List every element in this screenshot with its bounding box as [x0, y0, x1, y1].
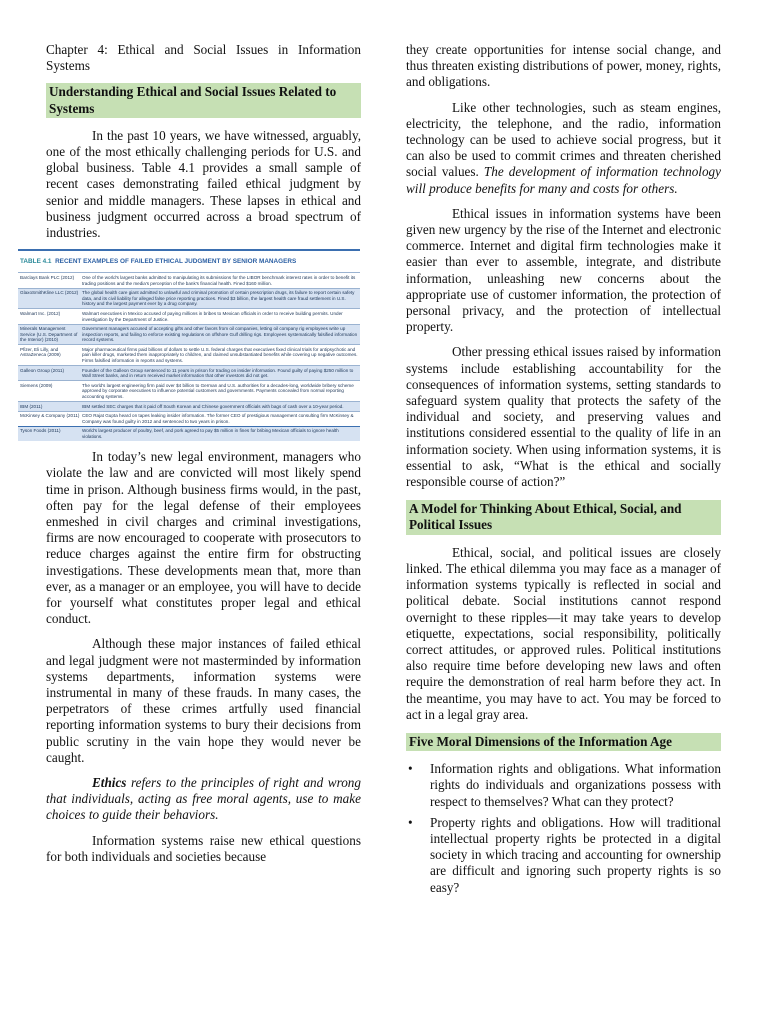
table-cell-company: IBM (2011): [20, 403, 43, 409]
chapter-title: Chapter 4: Ethical and Social Issues in Information Systems: [46, 42, 361, 74]
table-cell-company: McKinsey & Company (2011): [20, 413, 80, 419]
table-row: [18, 324, 360, 345]
table-cell-description: CEO Rajat Gupta heard on tapes leaking insider information. The former CEO of prestigious management consulting firm McKinsey & Company was found guilty in 2012 and sentenced to two years in prison.: [82, 413, 354, 424]
table-cell-company: Galleon Group (2011): [20, 367, 65, 373]
table-cell-company: GlaxoSmithKline LLC (2012): [20, 290, 79, 296]
table-cell-description: Major pharmaceutical firms paid billions of dollars to settle U.S. federal charges that executives fixed clinical trials for antipsychotic and pain killer drugs, marketed them inappropriately to children, and claimed unsubstantiated benefits while covering up negative outcomes. Firms falsified information in reports and systems.: [82, 346, 358, 364]
table-cell-description: Founder of the Galleon Group sentenced to 11 years in prison for trading on insider information. Found guilty of paying $250 million to Wall Street banks, and in return received market information that other investors did not get.: [82, 367, 354, 379]
paragraph-frauds: Although these major instances of failed ethical and legal judgment were not masterminded by information systems departments, information systems were instrumental in many of these frauds. In many cases, the perpetrators of these crimes artfully used financial reporting information systems to bury their decisions from public scrutiny in the vain hope they would never be caught.: [46, 636, 361, 765]
table-cell-description: IBM settled SEC charges that it paid off South Korean and Chinese government officials with bags of cash over a 10-year period.: [82, 403, 344, 409]
paragraph-technologies: [406, 100, 721, 197]
list-item-text: Property rights and obligations. How will traditional intellectual property rights be protected in a digital society in which tracing and accounting for ownership are difficult and ignoring such property rights is so easy?: [430, 814, 721, 895]
table-cell-company: Siemens (2009): [20, 382, 53, 388]
section-heading-five-dimensions: Five Moral Dimensions of the Information Age: [406, 733, 721, 751]
table-label: TABLE 4.1: [20, 258, 52, 266]
table-row: [18, 411, 360, 426]
table-cell-company: Barclays Bank PLC (2012): [20, 274, 75, 280]
table-caption: RECENT EXAMPLES OF FAILED ETHICAL JUDGMENT BY SENIOR MANAGERS: [55, 258, 297, 266]
paragraph-linked-issues: Ethical, social, and political issues are closely linked. The ethical dilemma you may face as a manager of information systems typically is reflected in social and political debate. Social institutions cannot respond overnight to these ripples—it may take years to develop etiquette, expectations, social responsibility, politically correct attitudes, or approved rules. Political institutions also require time before developing new laws and often require the demonstration of real harm before they act. In the meantime, you may have to act. You may be forced to act in a legal gray area.: [406, 544, 721, 722]
ethics-term: Ethics: [92, 774, 127, 790]
paragraph-legal-environment: In today’s new legal environment, managers who violate the law and are convicted will most likely spend time in prison. Although business firms would, in the past, often pay for the legal defense of their employees enmeshed in civil charges and criminal investigations, firms are now encouraged to cooperate with prosecutors to reduce charges against the entire firm for obstructing investigations. These developments mean that, more than ever, as a manager or an employee, you will have to decide for yourself what constitutes proper legal and ethical conduct.: [46, 449, 361, 627]
table-cell-description: World's largest producer of poultry, beef, and pork agreed to pay $5 million in fines for bribing Mexican officials to ignore health violations.: [82, 428, 339, 439]
table-cell-company: Minerals Management Service (U.S. Department of the Interior) (2010): [20, 326, 78, 343]
paragraph-ethics-definition: [46, 775, 361, 824]
table-row: [18, 288, 360, 309]
paragraph-accountability: Other pressing ethical issues raised by information systems include establishing accountability for the consequences of information systems, setting standards to safeguard system quality that protects the safety of the individual and society, and preserving values and institutions considered essential to the quality of life in an information society. When using information systems, it is essential to ask, “What is the ethical and socially responsible course of action?”: [406, 344, 721, 490]
paragraph-intro: In the past 10 years, we have witnessed, arguably, one of the most ethically challenging periods for U.S. and global business. Table 4.1 provides a small sample of recent cases demonstrating failed ethical judgment by senior and middle managers. These lapses in ethical and business judgment occurred across a broad spectrum of industries.: [46, 127, 361, 241]
table-cell-company: Pfizer, Eli Lilly, and AstraZeneca (2009): [20, 346, 61, 358]
section-heading-model: A Model for Thinking About Ethical, Social, and Political Issues: [406, 500, 721, 534]
table-title: [18, 251, 360, 272]
technologies-italic: The development of information technology will produce benefits for many and costs for others.: [406, 164, 721, 196]
table-row: [18, 401, 360, 411]
bullet-icon: •: [408, 814, 413, 830]
table-cell-company: Tyson Foods (2011): [20, 428, 61, 434]
table-cell-company: Walmart Inc. (2012): [20, 310, 61, 316]
table-row: [18, 380, 360, 401]
table-row: [18, 308, 360, 323]
table-row: [18, 272, 360, 287]
table-cell-description: The world's largest engineering firm paid over $4 billion to German and U.S. authorities for a decades-long, worldwide bribery scheme approved by corporate executives to influence potential customers and governments. Payments concealed from normal reporting accounting systems.: [82, 382, 354, 400]
paragraph-new-questions: Information systems raise new ethical questions for both individuals and societies because: [46, 832, 361, 864]
table-4-1-image: [18, 249, 360, 441]
technologies-text: Like other technologies, such as steam engines, electricity, the telephone, and the radio, information technology can be used to achieve social progress, but it can also be used to commit crimes and threaten cherished social values.: [406, 99, 721, 180]
list-item: [406, 761, 721, 810]
left-column: [20, 42, 361, 865]
moral-dimensions-list: [406, 761, 721, 896]
table-cell-description: Government managers accused of accepting gifts and other favors from oil companies, letting oil company rig employees write up inspection reports, and failing to enforce existing regulations on offshore Gulf drilling rigs. Employees systematically falsified information record systems.: [82, 326, 358, 343]
table-row: [18, 426, 360, 441]
bullet-icon: •: [408, 761, 413, 777]
table-cell-description: The global health care giant admitted to unlawful and criminal promotion of certain prescription drugs, its failure to report certain safety data, and its civil liability for alleged false price reporting practices. Fined $3 billion, the largest health care fraud settlement in U.S. history and the largest payment ever by a drug company.: [82, 290, 355, 307]
table-row: [18, 344, 360, 365]
right-column: [406, 42, 721, 901]
table-cell-description: One of the world's largest banks admitted to manipulating its submissions for the LIBOR benchmark interest rates in order to benefit its trading positions and the media's perception of the bank's financial health. Fined $160 million.: [82, 274, 356, 286]
list-item-text: Information rights and obligations. What information rights do individuals and organizations possess with respect to themselves? What can they protect?: [430, 761, 721, 809]
paragraph-social-change: they create opportunities for intense social change, and thus threaten existing distributions of power, money, rights, and obligations.: [406, 42, 721, 90]
section-heading-understanding: Understanding Ethical and Social Issues Related to Systems: [46, 83, 361, 117]
table-row: [18, 365, 360, 380]
ethics-definition-text: refers to the principles of right and wrong that individuals, acting as free moral agents, use to make choices to guide their behaviors.: [46, 774, 361, 823]
list-item: [406, 815, 721, 896]
table-cell-description: Walmart executives in Mexico accused of paying millions in bribes to Mexican officials in order to receive building permits. Under investigation by the Department of Justice.: [82, 310, 343, 322]
paragraph-internet-urgency: Ethical issues in information systems have been given new urgency by the rise of the Internet and electronic commerce. Internet and digital firm technologies make it easier than ever to assemble, integrate, and distribute information, unleashing new concerns about the appropriate use of customer information, the protection of personal privacy, and the protection of intellectual property.: [406, 205, 721, 335]
